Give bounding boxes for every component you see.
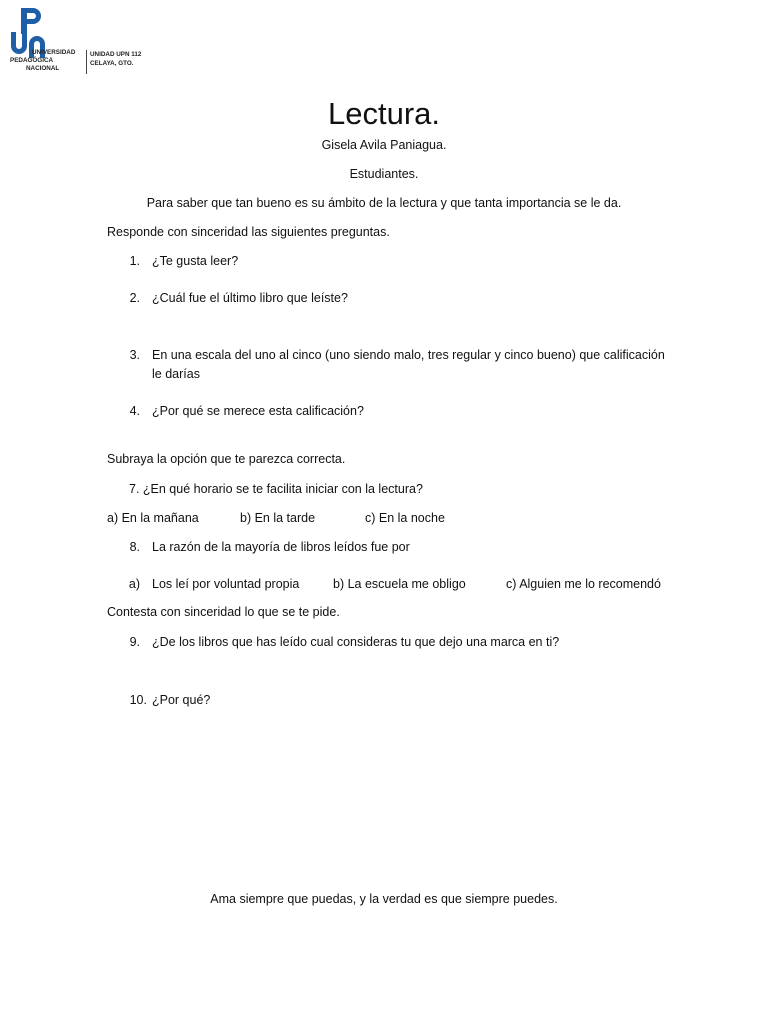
- logo-divider: [86, 50, 87, 74]
- question-text: ¿Cuál fue el último libro que leíste?: [152, 291, 348, 305]
- q8-option-a: Los leí por voluntad propia: [152, 577, 300, 591]
- section2-heading: Subraya la opción que te parezca correcta.: [107, 452, 346, 466]
- logo-unit-line2: CELAYA, GTO.: [90, 60, 134, 67]
- list-item: [0, 347, 768, 381]
- q7-option-c: c) En la noche: [365, 511, 445, 525]
- logo-unit-line1: UNIDAD UPN 112: [90, 51, 142, 58]
- section1-heading: Responde con sinceridad las siguientes preguntas.: [107, 225, 390, 239]
- list-number: 8.: [129, 540, 140, 554]
- upn-logo: [8, 6, 142, 76]
- question-text-cont: le darías: [152, 367, 200, 381]
- question-text: En una escala del uno al cinco (uno siendo malo, tres regular y cinco bueno) que calificación: [152, 348, 665, 362]
- list-number: 4.: [129, 404, 140, 418]
- list-number: 10.: [129, 693, 147, 707]
- question-text: ¿Por qué?: [152, 693, 211, 707]
- list-item: [0, 403, 768, 419]
- section3-heading: Contesta con sinceridad lo que se te pide.: [107, 605, 340, 619]
- q8-option-c: c) Alguien me lo recomendó: [506, 577, 661, 591]
- q7-option-b: b) En la tarde: [240, 511, 316, 525]
- question-text: La razón de la mayoría de libros leídos fue por: [152, 540, 410, 554]
- intro-text: Para saber que tan bueno es su ámbito de la lectura y que tanta importancia se le da.: [146, 196, 622, 210]
- question-text: ¿Por qué se merece esta calificación?: [152, 404, 364, 418]
- q8-option-b: b) La escuela me obligo: [333, 577, 466, 591]
- q8-option-a-label: a): [128, 577, 140, 591]
- closing-quote: Ama siempre que puedas, y la verdad es que siempre puedes.: [210, 892, 558, 906]
- list-number: 3.: [129, 348, 140, 362]
- list-number: 9.: [129, 635, 140, 649]
- q7-option-a: a) En la mañana: [107, 511, 199, 525]
- list-number: 2.: [129, 291, 140, 305]
- author: Gisela Avila Paniagua.: [321, 138, 447, 152]
- list-item: [0, 634, 768, 650]
- logo-line2: PEDAGÓGICA: [10, 57, 54, 64]
- logo-line3: NACIONAL: [26, 65, 60, 72]
- list-item: [0, 290, 768, 306]
- logo-line1: UNIVERSIDAD: [32, 49, 76, 56]
- page-title: Lectura.: [327, 96, 440, 131]
- q8-options: [0, 576, 768, 592]
- question-text: ¿Te gusta leer?: [152, 254, 239, 268]
- question-text: ¿De los libros que has leído cual consideras tu que dejo una marca en ti?: [152, 635, 560, 649]
- list-item: [0, 539, 768, 555]
- audience: Estudiantes.: [349, 167, 419, 181]
- list-item: [0, 692, 768, 708]
- list-item: [0, 253, 768, 269]
- question-7: 7. ¿En qué horario se te facilita iniciar con la lectura?: [129, 482, 423, 496]
- list-number: 1.: [129, 254, 140, 268]
